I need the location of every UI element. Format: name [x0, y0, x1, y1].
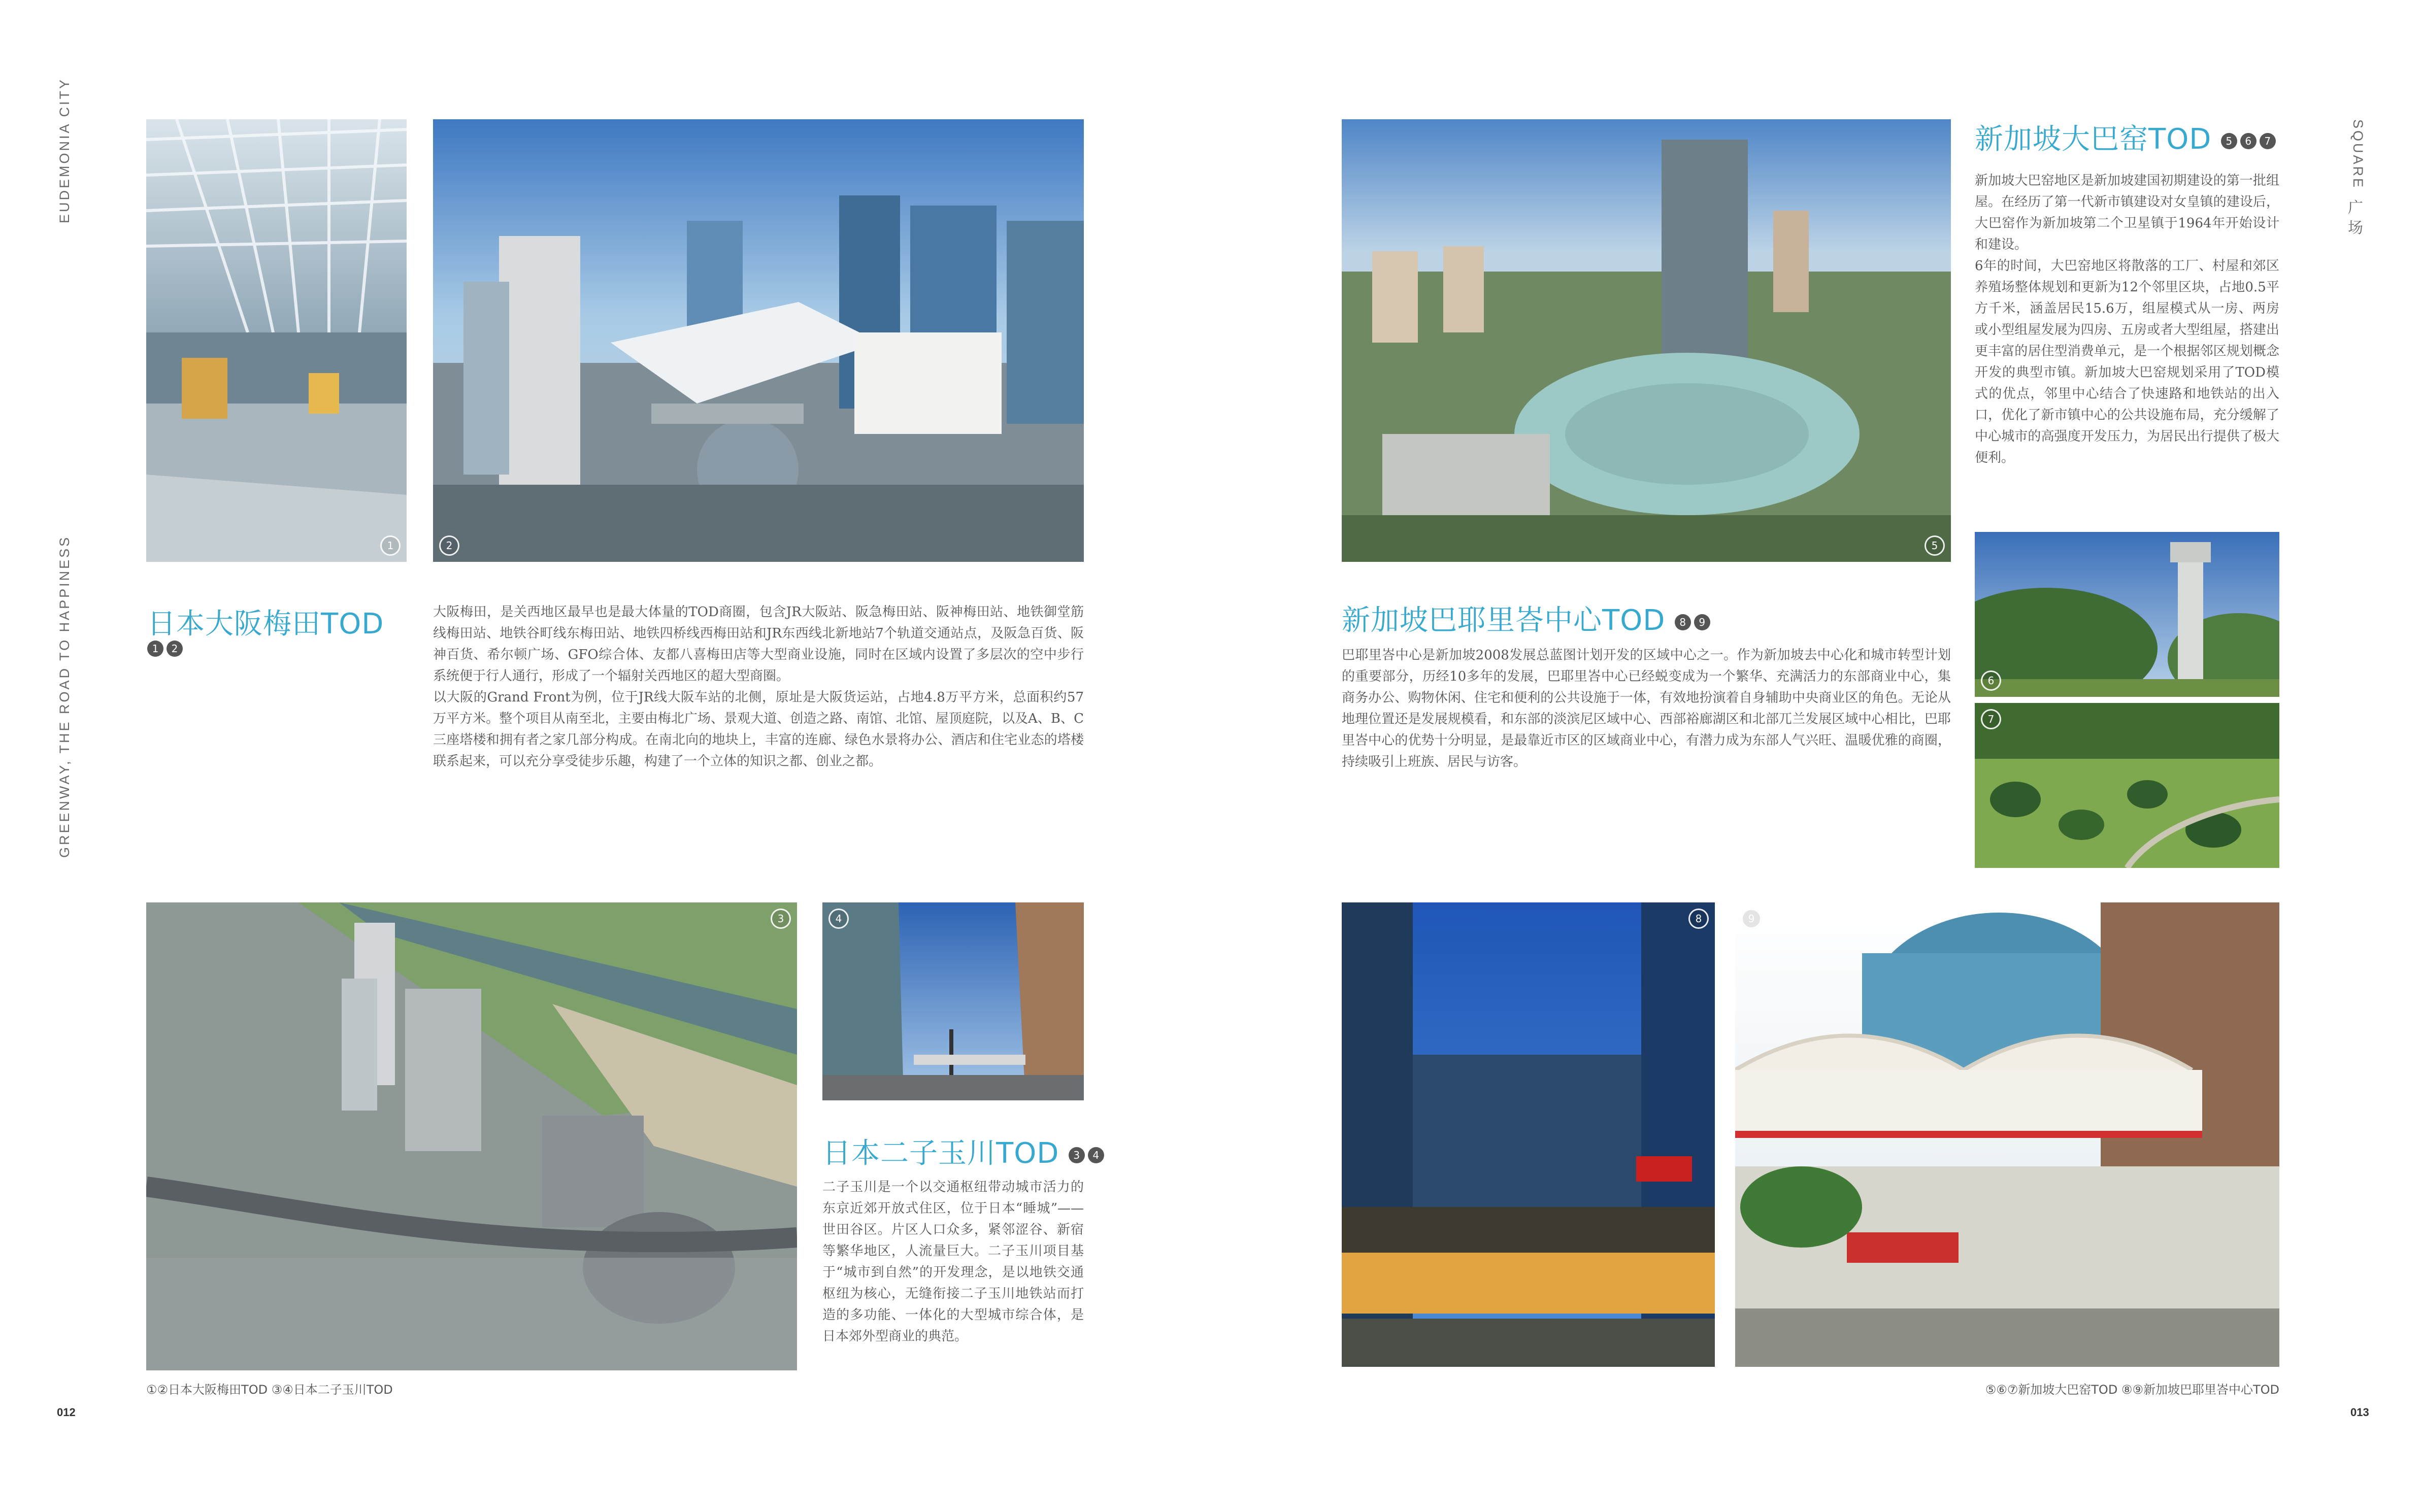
badge-2: 2 — [167, 641, 183, 657]
futako-title-text: 日本二子玉川TOD — [822, 1137, 1059, 1170]
photo-number-5: 5 — [1925, 535, 1945, 556]
badge-8: 8 — [1675, 614, 1691, 630]
side-text-eudemonia: EUDEMONIA CITY — [57, 77, 72, 223]
side-text-square: SQUARE — [2350, 119, 2366, 190]
photo-number-4: 4 — [828, 909, 849, 929]
photo-toa-payoh-aerial — [1342, 119, 1951, 562]
toa-payoh-title-text: 新加坡大巴窑TOD — [1975, 123, 2212, 156]
photo-toa-payoh-tower — [1975, 532, 2279, 697]
umeda-body — [433, 601, 1084, 772]
badge-9: 9 — [1694, 614, 1710, 630]
photo-number-7: 7 — [1981, 709, 2001, 729]
photo-umeda-aerial — [433, 119, 1084, 562]
left-caption: ①②日本大阪梅田TOD ③④日本二子玉川TOD — [146, 1383, 393, 1397]
futako-body — [822, 1177, 1084, 1347]
badge-4: 4 — [1088, 1147, 1104, 1163]
badge-6: 6 — [2240, 133, 2257, 149]
badge-1: 1 — [147, 641, 163, 657]
photo-futako-street — [822, 902, 1084, 1100]
photo-number-8: 8 — [1688, 909, 1709, 929]
paya-lebar-title — [1342, 598, 1713, 639]
photo-futako-aerial — [146, 902, 797, 1370]
photo-number-1: 1 — [380, 535, 401, 556]
photo-number-9: 9 — [1741, 909, 1762, 929]
toa-payoh-body — [1975, 170, 2279, 468]
umeda-paragraph-1: 大阪梅田，是关西地区最早也是最大体量的TOD商圈，包含JR大阪站、阪急梅田站、阪神梅田站、地铁御堂筋线梅田站、地铁谷町线东梅田站、地铁四桥线西梅田站和JR东西线北新地站7个轨道交通站点，及阪急百货、阪神百货、希尔顿广场、GFO综合体、友都八喜梅田店等大型商业设施，同时在区域内设置了多层次的空中步行系统便于行人通行，形成了一个辐射关西地区的超大型商圈。 — [433, 604, 1084, 684]
photo-number-3: 3 — [771, 909, 791, 929]
photo-toa-payoh-park — [1975, 703, 2279, 868]
right-caption: ⑤⑥⑦新加坡大巴窑TOD ⑧⑨新加坡巴耶里峇中心TOD — [1985, 1383, 2279, 1397]
paya-lebar-title-text: 新加坡巴耶里峇中心TOD — [1342, 604, 1666, 637]
futako-paragraph-1: 二子玉川是一个以交通枢纽带动城市活力的东京近郊开放式住区，位于日本“睡城”——世田谷区。片区人口众多，紧邻涩谷、新宿等繁华地区，人流量巨大。二子玉川项目基于“城市到自然”的开发理念，是以地铁交通枢纽为核心，无缝衔接二子玉川地铁站而打造的多功能、一体化的大型城市综合体，是日本郊外型商业的典范。 — [822, 1180, 1084, 1344]
photo-number-2: 2 — [439, 535, 459, 556]
umeda-title: 日本大阪梅田TOD — [147, 608, 384, 641]
right-page-number: 013 — [2350, 1406, 2369, 1419]
side-text-guangchang: 广场 — [2348, 199, 2363, 237]
toa-payoh-title — [1975, 117, 2279, 157]
toa-payoh-paragraph-2: 6年的时间，大巴窑地区将散落的工厂、村屋和郊区养殖场整体规划和更新为12个邻里区块，占地0.5平方千米，涵盖居民15.6万，组屋模式从一房、两房或小型组屋发展为四房、五房或者大型组屋，搭建出更丰富的居住型消费单元，是一个根据邻区规划概念开发的典型市镇。新加坡大巴窑规划采用了TOD模式的优点，邻里中心结合了快速路和地铁站的出入口，优化了新市镇中心的公共设施布局，充分缓解了中心城市的高强度开发压力，为居民出行提供了极大便利。 — [1975, 258, 2279, 465]
paya-lebar-body — [1342, 645, 1951, 772]
photo-paya-lebar-day — [1735, 902, 2279, 1367]
badge-5: 5 — [2221, 133, 2237, 149]
photo-number-6: 6 — [1981, 670, 2001, 691]
left-page-number: 012 — [57, 1406, 76, 1419]
badge-3: 3 — [1069, 1147, 1085, 1163]
umeda-paragraph-2: 以大阪的Grand Front为例，位于JR线大阪车站的北侧，原址是大阪货运站，占地4.8万平方米，总面积约57万平方米。整个项目从南至北，主要由梅北广场、景观大道、创造之路、南馆、北馆、屋顶庭院，以及A、B、C三座塔楼和拥有者之家几部分构成。在南北向的地块上，丰富的连廊、绿色水景将办公、酒店和住宅业态的塔楼联系起来，可以充分享受徒步乐趣，构建了一个立体的知识之都、创业之都。 — [433, 690, 1084, 769]
photo-paya-lebar-night — [1342, 902, 1715, 1367]
photo-umeda-station-interior — [146, 119, 407, 562]
side-text-greenway: GREENWAY, THE ROAD TO HAPPINESS — [57, 535, 72, 858]
umeda-badges — [147, 641, 186, 657]
badge-7: 7 — [2260, 133, 2276, 149]
futako-title — [822, 1131, 1107, 1171]
paya-lebar-paragraph-1: 巴耶里峇中心是新加坡2008发展总蓝图计划开发的区域中心之一。作为新加坡去中心化和城市转型计划的重要部分，历经10多年的发展，巴耶里峇中心已经蜕变成为一个繁华、充满活力的东部商业中心，集商务办公、购物休闲、住宅和便利的公共设施于一体，有效地扮演着自身辅助中央商业区的角色。无论从地理位置还是发展规模看，和东部的淡滨尼区域中心、西部裕廊湖区和北部兀兰发展区域中心相比，巴耶里峇中心的优势十分明显，是最靠近市区的区域商业中心，有潜力成为东部人气兴旺、温暖优雅的商圈，持续吸引上班族、居民与访客。 — [1342, 648, 1951, 769]
toa-payoh-paragraph-1: 新加坡大巴窑地区是新加坡建国初期建设的第一批组屋。在经历了第一代新市镇建设对女皇镇的建设后，大巴窑作为新加坡第二个卫星镇于1964年开始设计和建设。 — [1975, 173, 2279, 252]
